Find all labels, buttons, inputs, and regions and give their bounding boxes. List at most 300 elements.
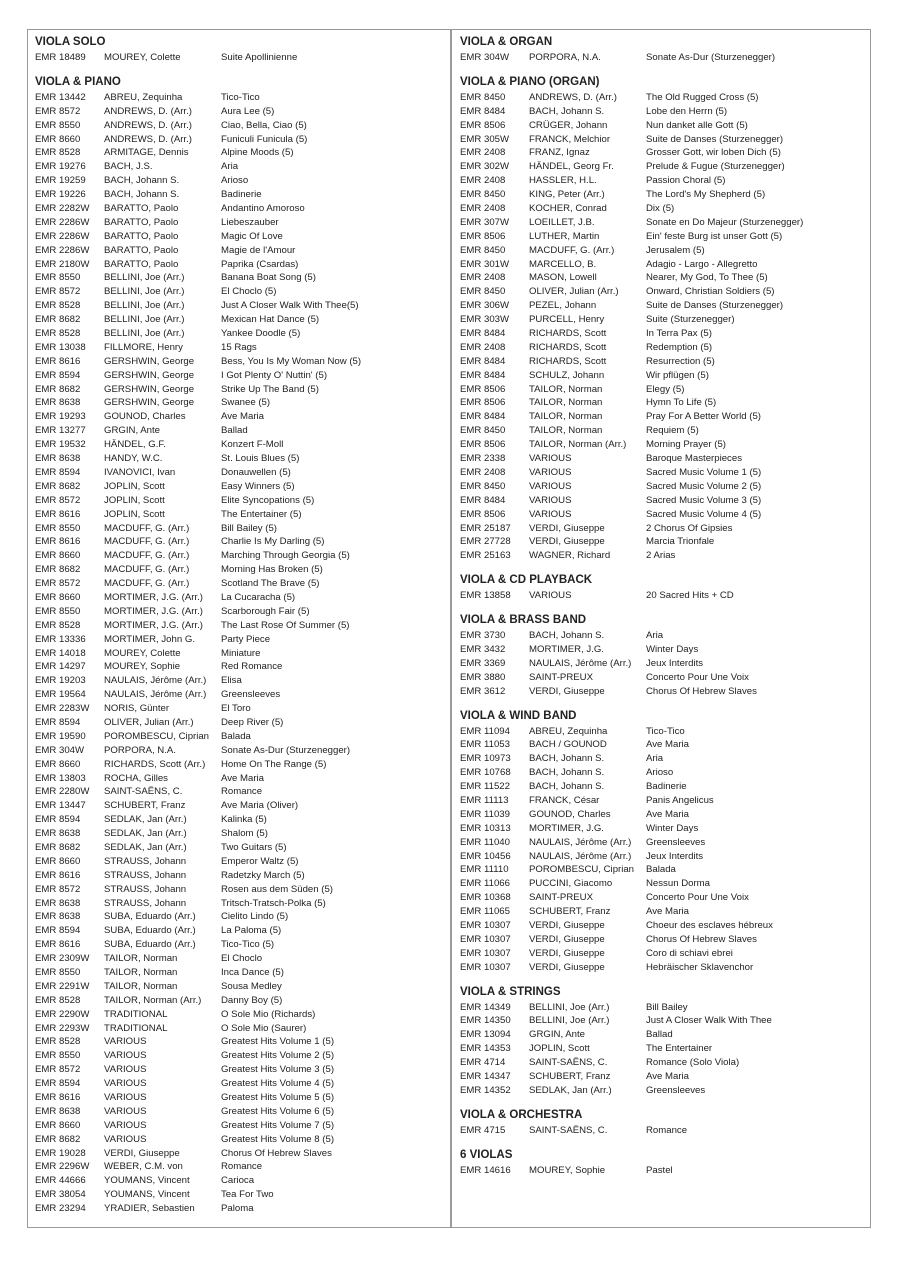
catalog-row xyxy=(460,174,864,188)
piece-title: Prelude & Fugue (Sturzenegger) xyxy=(646,161,785,173)
piece-title: Wir pflügen (5) xyxy=(646,369,709,381)
composer-name: KOCHER, Conrad xyxy=(529,203,607,215)
catalog-section xyxy=(35,33,443,65)
piece-title: Magie de l'Amour xyxy=(221,244,296,256)
composer-name: TRADITIONAL xyxy=(104,1022,168,1034)
catalog-number: EMR 19532 xyxy=(35,439,86,451)
catalog-row xyxy=(35,716,443,730)
composer-name: BELLINI, Joe (Arr.) xyxy=(529,1001,610,1013)
composer-name: MOUREY, Sophie xyxy=(529,1164,606,1176)
catalog-number: EMR 8506 xyxy=(460,119,506,131)
composer-name: GERSHWIN, George xyxy=(104,355,195,367)
composer-name: VARIOUS xyxy=(104,1105,147,1117)
section-title: VIOLA & ORGAN xyxy=(460,36,553,48)
composer-name: CRÜGER, Johann xyxy=(529,119,608,131)
catalog-row xyxy=(35,1077,443,1091)
composer-name: MACDUFF, G. (Arr.) xyxy=(104,522,190,534)
piece-title: 2 Arias xyxy=(646,550,676,562)
catalog-number: EMR 10368 xyxy=(460,892,511,904)
catalog-section xyxy=(460,33,864,65)
catalog-number: EMR 11094 xyxy=(460,725,510,737)
catalog-row xyxy=(35,146,443,160)
composer-name: BELLINI, Joe (Arr.) xyxy=(104,314,185,326)
composer-name: TAILOR, Norman xyxy=(529,383,603,395)
catalog-number: EMR 14353 xyxy=(460,1043,511,1055)
catalog-number: EMR 2408 xyxy=(460,466,506,478)
piece-title: Pastel xyxy=(646,1164,673,1176)
catalog-row xyxy=(35,688,443,702)
catalog-row xyxy=(460,1056,864,1070)
catalog-number: EMR 8616 xyxy=(35,536,81,548)
catalog-row xyxy=(460,671,864,685)
composer-name: STRAUSS, Johann xyxy=(104,883,187,895)
catalog-row xyxy=(35,660,443,674)
catalog-row xyxy=(35,1091,443,1105)
composer-name: ABREU, Zequinha xyxy=(529,725,608,737)
catalog-row xyxy=(35,730,443,744)
composer-name: GOUNOD, Charles xyxy=(529,808,611,820)
composer-name: WEBER, C.M. von xyxy=(104,1161,183,1173)
catalog-row xyxy=(35,480,443,494)
composer-name: SAINT-SAËNS, C. xyxy=(529,1124,608,1136)
catalog-number: EMR 8572 xyxy=(35,883,81,895)
composer-name: BACH, Johann S. xyxy=(529,767,605,779)
composer-name: VARIOUS xyxy=(104,1036,147,1048)
composer-name: MACDUFF, G. (Arr.) xyxy=(104,578,190,590)
composer-name: POROMBESCU, Ciprian xyxy=(529,864,635,876)
catalog-row xyxy=(460,1042,864,1056)
catalog-number: EMR 2180W xyxy=(35,258,90,270)
section-title: VIOLA & PIANO xyxy=(35,75,121,88)
catalog-row xyxy=(35,869,443,883)
composer-name: VERDI, Giuseppe xyxy=(529,522,605,534)
catalog-section xyxy=(460,983,864,1098)
catalog-row xyxy=(35,563,443,577)
catalog-number: EMR 13038 xyxy=(35,341,86,353)
catalog-section xyxy=(460,707,864,975)
catalog-row xyxy=(35,535,443,549)
catalog-number: EMR 8528 xyxy=(35,1036,81,1048)
catalog-number: EMR 8660 xyxy=(35,855,81,867)
piece-title: Ave Maria xyxy=(646,906,690,918)
catalog-number: EMR 10313 xyxy=(460,822,511,834)
catalog-row xyxy=(460,355,864,369)
piece-title: The Lord's My Shepherd (5) xyxy=(646,189,766,201)
catalog-number: EMR 306W xyxy=(460,300,510,312)
catalog-number: EMR 8594 xyxy=(35,369,81,381)
piece-title: The Entertainer xyxy=(646,1043,713,1055)
catalog-number: EMR 2282W xyxy=(35,203,90,215)
piece-title: Miniature xyxy=(221,647,261,659)
catalog-row xyxy=(460,91,864,105)
composer-name: YOUMANS, Vincent xyxy=(104,1175,190,1187)
piece-title: Elisa xyxy=(221,675,242,687)
catalog-number: EMR 13094 xyxy=(460,1029,511,1041)
piece-title: Romance xyxy=(646,1124,688,1136)
piece-title: Andantino Amoroso xyxy=(221,203,305,215)
piece-title: Sonate As-Dur (Sturzenegger) xyxy=(221,744,351,756)
catalog-row xyxy=(35,327,443,341)
catalog-row xyxy=(460,863,864,877)
composer-name: BACH, J.S. xyxy=(104,161,153,173)
catalog-row xyxy=(35,1188,443,1202)
composer-name: MACDUFF, G. (Arr.) xyxy=(529,244,615,256)
catalog-row xyxy=(460,794,864,808)
catalog-row xyxy=(35,813,443,827)
composer-name: MARCELLO, B. xyxy=(529,258,597,270)
catalog-row xyxy=(35,994,443,1008)
piece-title: Ciao, Bella, Ciao (5) xyxy=(221,119,307,131)
piece-title: Grosser Gott, wir loben Dich (5) xyxy=(646,147,781,159)
composer-name: LUTHER, Martin xyxy=(529,230,600,242)
catalog-number: EMR 8528 xyxy=(35,328,81,340)
composer-name: VARIOUS xyxy=(529,453,572,465)
catalog-number: EMR 8506 xyxy=(460,383,506,395)
catalog-row xyxy=(460,589,864,603)
catalog-row xyxy=(35,785,443,799)
piece-title: Greatest Hits Volume 2 (5) xyxy=(221,1050,335,1062)
catalog-number: EMR 8484 xyxy=(460,355,506,367)
catalog-row xyxy=(35,1119,443,1133)
piece-title: Baroque Masterpieces xyxy=(646,453,742,465)
composer-name: SCHUBERT, Franz xyxy=(529,906,611,918)
catalog-row xyxy=(460,119,864,133)
catalog-row xyxy=(35,1147,443,1161)
catalog-row xyxy=(460,410,864,424)
catalog-row xyxy=(35,855,443,869)
piece-title: Dix (5) xyxy=(646,203,675,215)
composer-name: GERSHWIN, George xyxy=(104,397,195,409)
catalog-row xyxy=(460,1164,864,1178)
catalog-number: EMR 14347 xyxy=(460,1071,511,1082)
catalog-number: EMR 8528 xyxy=(35,300,81,312)
catalog-row xyxy=(460,105,864,119)
catalog-number: EMR 8506 xyxy=(460,230,506,242)
catalog-number: EMR 8638 xyxy=(35,453,81,465)
composer-name: BACH, Johann S. xyxy=(529,781,605,793)
composer-name: YOUMANS, Vincent xyxy=(104,1189,190,1201)
piece-title: Party Piece xyxy=(221,633,271,645)
piece-title: Romance xyxy=(221,786,263,798)
composer-name: MOUREY, Colette xyxy=(104,647,181,659)
catalog-number: EMR 8450 xyxy=(460,425,506,437)
piece-title: Aura Lee (5) xyxy=(221,105,275,117)
catalog-row xyxy=(35,438,443,452)
piece-title: Greensleeves xyxy=(646,1084,706,1096)
catalog-number: EMR 2286W xyxy=(35,244,90,256)
composer-name: TAILOR, Norman xyxy=(529,397,603,409)
composer-name: STRAUSS, Johann xyxy=(104,855,187,867)
catalog-row xyxy=(35,396,443,410)
catalog-row xyxy=(35,1008,443,1022)
catalog-row xyxy=(35,1049,443,1063)
composer-name: VERDI, Giuseppe xyxy=(529,536,605,548)
piece-title: Carioca xyxy=(221,1175,255,1187)
composer-name: ANDREWS, D. (Arr.) xyxy=(529,91,617,103)
catalog-number: EMR 19564 xyxy=(35,689,86,701)
composer-name: SUBA, Eduardo (Arr.) xyxy=(104,925,196,937)
catalog-number: EMR 8638 xyxy=(35,1105,81,1117)
piece-title: Funiculi Funicula (5) xyxy=(221,133,308,145)
catalog-row xyxy=(460,905,864,919)
catalog-number: EMR 8682 xyxy=(35,383,81,395)
catalog-number: EMR 2290W xyxy=(35,1008,90,1020)
catalog-number: EMR 11066 xyxy=(460,878,510,890)
piece-title: Nun danket alle Gott (5) xyxy=(646,119,748,131)
catalog-number: EMR 8660 xyxy=(35,550,81,562)
catalog-number: EMR 8616 xyxy=(35,355,81,367)
catalog-row xyxy=(35,1035,443,1049)
composer-name: PURCELL, Henry xyxy=(529,314,605,326)
composer-name: GRGIN, Ante xyxy=(529,1029,585,1041)
catalog-number: EMR 8450 xyxy=(460,286,506,298)
composer-name: VARIOUS xyxy=(529,480,572,492)
catalog-number: EMR 13858 xyxy=(460,590,511,602)
piece-title: Rosen aus dem Süden (5) xyxy=(221,883,333,895)
catalog-number: EMR 8450 xyxy=(460,244,506,256)
catalog-row xyxy=(460,535,864,549)
catalog-number: EMR 19293 xyxy=(35,411,86,423)
catalog-row xyxy=(35,105,443,119)
composer-name: NAULAIS, Jérôme (Arr.) xyxy=(529,657,632,669)
composer-name: TAILOR, Norman (Arr.) xyxy=(529,439,627,451)
piece-title: O Sole Mio (Saurer) xyxy=(221,1022,307,1034)
catalog-section xyxy=(35,73,443,1216)
piece-title: Red Romance xyxy=(221,661,283,673)
catalog-row xyxy=(460,685,864,699)
catalog-row xyxy=(460,947,864,961)
catalog-number: EMR 3432 xyxy=(460,643,506,655)
catalog-row xyxy=(35,910,443,924)
composer-name: JOPLIN, Scott xyxy=(104,494,165,506)
piece-title: Onward, Christian Soldiers (5) xyxy=(646,286,775,298)
piece-title: Chorus Of Hebrew Slaves xyxy=(221,1147,332,1159)
piece-title: Charlie Is My Darling (5) xyxy=(221,536,325,548)
composer-name: RICHARDS, Scott (Arr.) xyxy=(104,758,206,770)
catalog-row xyxy=(460,1028,864,1042)
catalog-number: EMR 8484 xyxy=(460,328,506,340)
catalog-row xyxy=(35,1202,443,1216)
composer-name: NAULAIS, Jérôme (Arr.) xyxy=(104,689,207,701)
catalog-row xyxy=(460,202,864,216)
catalog-number: EMR 8572 xyxy=(35,1064,81,1076)
catalog-row xyxy=(35,452,443,466)
composer-name: FILLMORE, Henry xyxy=(104,341,183,353)
catalog-number: EMR 3880 xyxy=(460,671,506,683)
catalog-row xyxy=(35,952,443,966)
catalog-number: EMR 2280W xyxy=(35,786,90,798)
piece-title: Tea For Two xyxy=(221,1189,274,1201)
composer-name: OLIVER, Julian (Arr.) xyxy=(104,716,194,728)
catalog-row xyxy=(460,216,864,230)
catalog-number: EMR 19276 xyxy=(35,161,86,173)
catalog-number: EMR 10768 xyxy=(460,767,511,779)
section-title: VIOLA SOLO xyxy=(35,36,106,48)
catalog-number: EMR 19028 xyxy=(35,1147,86,1159)
catalog-row xyxy=(460,341,864,355)
composer-name: VERDI, Giuseppe xyxy=(104,1147,180,1159)
catalog-row xyxy=(460,271,864,285)
piece-title: Jeux Interdits xyxy=(646,850,704,862)
composer-name: RICHARDS, Scott xyxy=(529,355,607,367)
piece-title: Sacred Music Volume 3 (5) xyxy=(646,494,762,506)
section-title: VIOLA & STRINGS xyxy=(460,985,561,998)
catalog-number: EMR 11040 xyxy=(460,836,510,848)
catalog-row xyxy=(35,633,443,647)
catalog-number: EMR 2296W xyxy=(35,1161,90,1173)
catalog-row xyxy=(460,877,864,891)
catalog-number: EMR 13447 xyxy=(35,800,86,812)
catalog-number: EMR 8682 xyxy=(35,841,81,853)
catalog-number: EMR 307W xyxy=(460,216,510,228)
piece-title: Mexican Hat Dance (5) xyxy=(221,314,320,326)
composer-name: TAILOR, Norman xyxy=(529,425,603,437)
composer-name: MORTIMER, J.G. (Arr.) xyxy=(104,591,203,603)
catalog-row xyxy=(460,160,864,174)
catalog-row xyxy=(35,410,443,424)
composer-name: BACH, Johann S. xyxy=(529,630,605,642)
piece-title: Greatest Hits Volume 4 (5) xyxy=(221,1078,335,1090)
catalog-number: EMR 8660 xyxy=(35,758,81,770)
composer-name: FRANCK, Melchior xyxy=(529,133,611,145)
composer-name: BARATTO, Paolo xyxy=(104,230,179,242)
piece-title: Liebeszauber xyxy=(221,216,279,228)
catalog-number: EMR 8450 xyxy=(460,480,506,492)
composer-name: NAULAIS, Jérôme (Arr.) xyxy=(529,850,632,862)
composer-name: VARIOUS xyxy=(104,1133,147,1145)
catalog-row xyxy=(460,919,864,933)
piece-title: Greatest Hits Volume 8 (5) xyxy=(221,1133,335,1145)
catalog-row xyxy=(35,285,443,299)
catalog-number: EMR 10973 xyxy=(460,753,511,765)
catalog-row xyxy=(35,174,443,188)
left-column xyxy=(35,33,443,1224)
catalog-number: EMR 8506 xyxy=(460,397,506,409)
composer-name: MOUREY, Colette xyxy=(104,52,181,63)
composer-name: VARIOUS xyxy=(529,508,572,520)
piece-title: Pray For A Better World (5) xyxy=(646,411,761,423)
composer-name: ANDREWS, D. (Arr.) xyxy=(104,105,192,117)
catalog-number: EMR 14297 xyxy=(35,661,86,673)
piece-title: Passion Choral (5) xyxy=(646,175,726,187)
composer-name: SAINT-SAËNS, C. xyxy=(104,786,183,798)
composer-name: SAINT-PREUX xyxy=(529,671,593,683)
piece-title: Ballad xyxy=(221,425,248,437)
piece-title: Banana Boat Song (5) xyxy=(221,272,316,284)
catalog-number: EMR 13442 xyxy=(35,91,86,103)
composer-name: BACH, Johann S. xyxy=(104,189,180,201)
piece-title: Suite de Danses (Sturzenegger) xyxy=(646,300,784,312)
composer-name: ABREU, Zequinha xyxy=(104,91,183,103)
piece-title: Cielito Lindo (5) xyxy=(221,911,289,923)
catalog-row xyxy=(460,1014,864,1028)
piece-title: Hymn To Life (5) xyxy=(646,397,717,409)
piece-title: Paprika (Csardas) xyxy=(221,258,299,270)
catalog-row xyxy=(35,924,443,938)
composer-name: JOPLIN, Scott xyxy=(529,1043,590,1055)
composer-name: ANDREWS, D. (Arr.) xyxy=(104,119,192,131)
piece-title: 15 Rags xyxy=(221,341,257,353)
piece-title: Morning Has Broken (5) xyxy=(221,564,323,576)
piece-title: Sacred Music Volume 1 (5) xyxy=(646,466,762,478)
piece-title: I Got Plenty O' Nuttin' (5) xyxy=(221,369,328,381)
piece-title: The Last Rose Of Summer (5) xyxy=(221,619,350,631)
piece-title: Greatest Hits Volume 1 (5) xyxy=(221,1036,335,1048)
piece-title: Nessun Dorma xyxy=(646,878,710,890)
catalog-number: EMR 8682 xyxy=(35,1133,81,1145)
composer-name: SCHUBERT, Franz xyxy=(104,800,186,812)
piece-title: Emperor Waltz (5) xyxy=(221,855,299,867)
catalog-number: EMR 8616 xyxy=(35,869,81,881)
piece-title: Ave Maria xyxy=(221,772,265,784)
piece-title: Tico-Tico xyxy=(221,91,260,103)
piece-title: Badinerie xyxy=(646,781,687,793)
catalog-row xyxy=(35,1063,443,1077)
catalog-number: EMR 2408 xyxy=(460,203,506,215)
composer-name: STRAUSS, Johann xyxy=(104,869,187,881)
piece-title: Ave Maria xyxy=(646,808,690,820)
catalog-row xyxy=(35,841,443,855)
catalog-row xyxy=(460,480,864,494)
piece-title: Just A Closer Walk With Thee xyxy=(646,1015,772,1027)
composer-name: MORTIMER, J.G. xyxy=(529,643,604,655)
composer-name: BARATTO, Paolo xyxy=(104,216,179,228)
catalog-row xyxy=(35,383,443,397)
catalog-number: EMR 8484 xyxy=(460,369,506,381)
catalog-number: EMR 13803 xyxy=(35,772,86,784)
piece-title: Magic Of Love xyxy=(221,230,283,242)
composer-name: BACH, Johann S. xyxy=(104,175,180,187)
piece-title: Sonate As-Dur (Sturzenegger) xyxy=(646,52,776,63)
catalog-number: EMR 8550 xyxy=(35,522,81,534)
piece-title: Two Guitars (5) xyxy=(221,841,287,853)
catalog-number: EMR 10307 xyxy=(460,961,511,973)
catalog-section xyxy=(460,73,864,563)
composer-name: TAILOR, Norman xyxy=(104,967,178,978)
piece-title: Shalom (5) xyxy=(221,828,268,840)
composer-name: YRADIER, Sebastien xyxy=(104,1203,195,1215)
catalog-number: EMR 8572 xyxy=(35,105,81,117)
composer-name: VARIOUS xyxy=(104,1119,147,1131)
piece-title: Sacred Music Volume 4 (5) xyxy=(646,508,762,520)
piece-title: Suite de Danses (Sturzenegger) xyxy=(646,133,784,145)
catalog-number: EMR 18489 xyxy=(35,52,86,63)
piece-title: Arioso xyxy=(221,175,249,187)
catalog-row xyxy=(460,629,864,643)
catalog-row xyxy=(460,133,864,147)
piece-title: Bess, You Is My Woman Now (5) xyxy=(221,355,362,367)
piece-title: O Sole Mio (Richards) xyxy=(221,1008,316,1020)
piece-title: Winter Days xyxy=(646,643,699,655)
catalog-row xyxy=(35,188,443,202)
composer-name: KING, Peter (Arr.) xyxy=(529,189,605,201)
catalog-number: EMR 14018 xyxy=(35,647,86,659)
composer-name: PEZEL, Johann xyxy=(529,300,597,312)
composer-name: VARIOUS xyxy=(104,1064,147,1076)
composer-name: SEDLAK, Jan (Arr.) xyxy=(104,828,187,840)
catalog-row xyxy=(460,369,864,383)
composer-name: SCHULZ, Johann xyxy=(529,369,605,381)
piece-title: Winter Days xyxy=(646,822,699,834)
catalog-row xyxy=(35,313,443,327)
catalog-row xyxy=(460,508,864,522)
catalog-row xyxy=(35,522,443,536)
composer-name: NAULAIS, Jérôme (Arr.) xyxy=(529,836,632,848)
catalog-number: EMR 8660 xyxy=(35,591,81,603)
composer-name: POROMBESCU, Ciprian xyxy=(104,730,210,742)
catalog-number: EMR 11113 xyxy=(460,794,509,806)
piece-title: Sousa Medley xyxy=(221,980,282,992)
